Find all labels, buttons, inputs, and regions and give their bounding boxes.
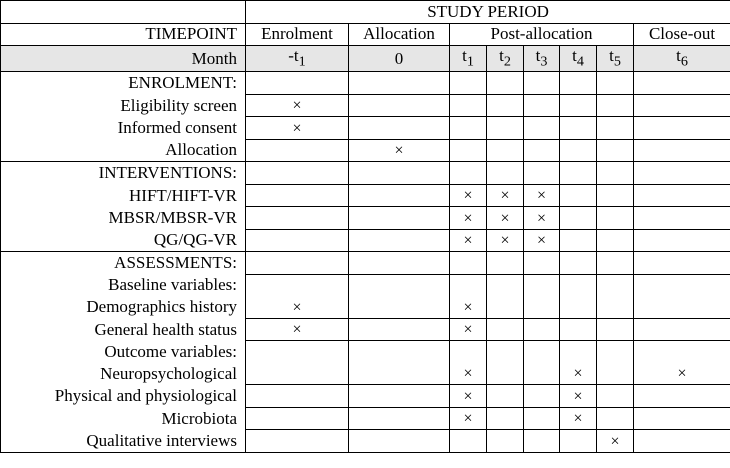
schedule-cell: [246, 385, 349, 408]
scheduled-mark: ×: [573, 410, 583, 428]
month-cell: [597, 46, 634, 72]
schedule-cell: [487, 139, 524, 162]
schedule-cell: [597, 318, 634, 341]
schedule-row: [1, 407, 730, 430]
schedule-cell: [560, 318, 597, 341]
schedule-row: [1, 207, 730, 230]
schedule-cell: [634, 341, 730, 363]
month-cell: [560, 46, 597, 72]
row-label: Informed consent: [1, 117, 246, 140]
row-label: Neuropsychological: [1, 363, 246, 385]
scheduled-mark: ×: [677, 365, 687, 383]
month-subscript: 1: [466, 53, 474, 70]
header-row-month: [1, 46, 730, 72]
corner-cell: [1, 1, 246, 24]
month-subscript: 3: [540, 53, 548, 70]
schedule-cell: [450, 363, 487, 385]
schedule-cell: [487, 274, 524, 296]
schedule-cell: [450, 385, 487, 408]
schedule-row: [1, 318, 730, 341]
scheduled-mark: ×: [463, 410, 473, 428]
schedule-cell: [634, 72, 730, 95]
schedule-cell: [524, 318, 560, 341]
header-row-study-period: [1, 1, 730, 24]
schedule-cell: [349, 385, 450, 408]
schedule-cell: [597, 184, 634, 207]
schedule-cell: [450, 318, 487, 341]
section-title: ASSESSMENTS:: [1, 252, 246, 275]
scheduled-mark: ×: [463, 387, 473, 405]
scheduled-mark: ×: [573, 365, 583, 383]
schedule-cell: [560, 407, 597, 430]
scheduled-mark: ×: [292, 119, 302, 137]
schedule-cell: [524, 72, 560, 95]
schedule-row: [1, 139, 730, 162]
schedule-cell: [349, 72, 450, 95]
month-value: t: [676, 46, 681, 65]
schedule-cell: [450, 407, 487, 430]
schedule-cell: [560, 94, 597, 117]
schedule-row: [1, 184, 730, 207]
month-subscript: 6: [680, 53, 688, 70]
section-title-row: [1, 252, 730, 275]
schedule-cell: [524, 139, 560, 162]
row-label: Qualitative interviews: [1, 430, 246, 453]
schedule-cell: [487, 430, 524, 453]
schedule-cell: [597, 229, 634, 252]
month-label: Month: [1, 46, 246, 72]
schedule-cell: [246, 296, 349, 318]
month-value: t: [499, 46, 504, 65]
schedule-cell: [450, 296, 487, 318]
schedule-cell: [634, 274, 730, 296]
row-label: Outcome variables:: [1, 341, 246, 363]
schedule-row: [1, 274, 730, 296]
month-subscript: 4: [576, 53, 584, 70]
schedule-cell: [634, 184, 730, 207]
scheduled-mark: ×: [463, 298, 473, 316]
schedule-row: [1, 117, 730, 140]
schedule-cell: [560, 72, 597, 95]
schedule-cell: [246, 363, 349, 385]
scheduled-mark: ×: [292, 97, 302, 115]
schedule-cell: [597, 94, 634, 117]
schedule-cell: [634, 94, 730, 117]
post-allocation-header: Post-allocation: [450, 23, 634, 46]
schedule-cell: [349, 363, 450, 385]
schedule-row: [1, 385, 730, 408]
schedule-cell: [597, 162, 634, 185]
schedule-cell: [246, 184, 349, 207]
schedule-cell: [487, 162, 524, 185]
month-value: t: [535, 46, 541, 65]
schedule-cell: [349, 184, 450, 207]
schedule-cell: [560, 139, 597, 162]
schedule-cell: [634, 162, 730, 185]
row-label: General health status: [1, 318, 246, 341]
schedule-cell: [597, 117, 634, 140]
schedule-cell: [450, 184, 487, 207]
scheduled-mark: ×: [536, 187, 547, 205]
schedule-cell: [246, 318, 349, 341]
schedule-cell: [524, 430, 560, 453]
schedule-cell: [450, 274, 487, 296]
schedule-cell: [634, 252, 730, 275]
schedule-cell: [597, 207, 634, 230]
month-value: t: [462, 46, 467, 65]
schedule-cell: [246, 72, 349, 95]
scheduled-mark: ×: [292, 298, 302, 316]
scheduled-mark: ×: [500, 187, 510, 205]
schedule-row: [1, 341, 730, 363]
section-title: ENROLMENT:: [1, 72, 246, 95]
schedule-cell: [560, 363, 597, 385]
schedule-cell: [349, 318, 450, 341]
study-period-header: STUDY PERIOD: [246, 1, 730, 24]
schedule-cell: [524, 407, 560, 430]
schedule-cell: [560, 207, 597, 230]
row-label: Demographics history: [1, 296, 246, 318]
schedule-cell: [560, 341, 597, 363]
scheduled-mark: ×: [463, 187, 473, 205]
schedule-cell: [524, 296, 560, 318]
enrolment-header: Enrolment: [246, 23, 349, 46]
schedule-cell: [560, 184, 597, 207]
schedule-cell: [246, 274, 349, 296]
schedule-cell: [487, 207, 524, 230]
schedule-cell: [487, 117, 524, 140]
schedule-cell: [560, 274, 597, 296]
schedule-cell: [634, 318, 730, 341]
schedule-cell: [560, 296, 597, 318]
row-label: HIFT/HIFT-VR: [1, 184, 246, 207]
month-value: t: [609, 46, 614, 65]
schedule-cell: [597, 385, 634, 408]
schedule-cell: [450, 139, 487, 162]
schedule-cell: [246, 229, 349, 252]
schedule-cell: [524, 94, 560, 117]
schedule-cell: [560, 229, 597, 252]
row-label: MBSR/MBSR-VR: [1, 207, 246, 230]
schedule-cell: [597, 296, 634, 318]
month-value: 0: [394, 48, 404, 68]
schedule-cell: [246, 94, 349, 117]
schedule-cell: [246, 139, 349, 162]
schedule-cell: [524, 363, 560, 385]
scheduled-mark: ×: [463, 365, 473, 383]
scheduled-mark: ×: [536, 209, 547, 227]
scheduled-mark: ×: [292, 321, 302, 339]
header-row-timepoint: [1, 23, 730, 46]
schedule-cell: [487, 363, 524, 385]
schedule-cell: [450, 430, 487, 453]
schedule-row: [1, 363, 730, 385]
schedule-cell: [597, 139, 634, 162]
schedule-cell: [349, 252, 450, 275]
schedule-cell: [450, 94, 487, 117]
scheduled-mark: ×: [573, 387, 583, 405]
schedule-cell: [349, 229, 450, 252]
scheduled-mark: ×: [463, 232, 473, 250]
schedule-cell: [246, 162, 349, 185]
schedule-cell: [634, 296, 730, 318]
schedule-cell: [634, 385, 730, 408]
row-label: Microbiota: [1, 407, 246, 430]
timepoint-label: TIMEPOINT: [1, 23, 246, 46]
scheduled-mark: ×: [463, 209, 473, 227]
schedule-cell: [524, 274, 560, 296]
schedule-cell: [560, 252, 597, 275]
schedule-cell: [246, 252, 349, 275]
month-subscript: 1: [298, 53, 306, 70]
schedule-cell: [634, 407, 730, 430]
section-title-row: [1, 162, 730, 185]
schedule-cell: [450, 229, 487, 252]
month-value: t: [572, 46, 577, 65]
schedule-cell: [560, 430, 597, 453]
schedule-cell: [349, 274, 450, 296]
allocation-header: Allocation: [349, 23, 450, 46]
schedule-cell: [560, 385, 597, 408]
schedule-cell: [450, 117, 487, 140]
schedule-cell: [597, 252, 634, 275]
scheduled-mark: ×: [610, 432, 620, 450]
schedule-cell: [487, 184, 524, 207]
schedule-cell: [487, 385, 524, 408]
row-label: QG/QG-VR: [1, 229, 246, 252]
schedule-body: [1, 72, 730, 453]
row-label: Eligibility screen: [1, 94, 246, 117]
schedule-cell: [597, 407, 634, 430]
schedule-cell: [597, 72, 634, 95]
schedule-cell: [246, 407, 349, 430]
scheduled-mark: ×: [536, 232, 547, 250]
schedule-cell: [487, 252, 524, 275]
schedule-cell: [524, 252, 560, 275]
month-cell: [524, 46, 560, 72]
schedule-cell: [597, 274, 634, 296]
schedule-cell: [634, 430, 730, 453]
schedule-row: [1, 94, 730, 117]
close-out-header: Close-out: [634, 23, 730, 46]
schedule-cell: [597, 430, 634, 453]
scheduled-mark: ×: [500, 232, 510, 250]
schedule-cell: [349, 296, 450, 318]
schedule-cell: [246, 117, 349, 140]
scheduled-mark: ×: [500, 209, 510, 227]
schedule-cell: [487, 229, 524, 252]
schedule-cell: [450, 207, 487, 230]
schedule-cell: [450, 162, 487, 185]
section-title: INTERVENTIONS:: [1, 162, 246, 185]
month-cell: [246, 46, 349, 72]
schedule-cell: [560, 162, 597, 185]
month-value: -t: [288, 46, 299, 65]
month-subscript: 2: [503, 53, 511, 70]
schedule-cell: [524, 117, 560, 140]
schedule-cell: [524, 207, 560, 230]
schedule-cell: [349, 341, 450, 363]
schedule-cell: [349, 430, 450, 453]
month-cell: [349, 46, 450, 72]
schedule-cell: [597, 341, 634, 363]
schedule-cell: [524, 229, 560, 252]
month-subscript: 5: [613, 53, 621, 70]
month-cell: [450, 46, 487, 72]
schedule-row: [1, 229, 730, 252]
schedule-cell: [634, 229, 730, 252]
schedule-cell: [246, 207, 349, 230]
schedule-cell: [349, 139, 450, 162]
schedule-cell: [487, 72, 524, 95]
schedule-cell: [487, 341, 524, 363]
schedule-row: [1, 296, 730, 318]
schedule-cell: [560, 117, 597, 140]
schedule-cell: [349, 117, 450, 140]
schedule-cell: [349, 162, 450, 185]
schedule-cell: [487, 407, 524, 430]
month-cell: [634, 46, 730, 72]
schedule-cell: [450, 72, 487, 95]
schedule-cell: [246, 430, 349, 453]
schedule-cell: [450, 252, 487, 275]
schedule-row: [1, 430, 730, 453]
schedule-cell: [524, 385, 560, 408]
section-title-row: [1, 72, 730, 95]
schedule-cell: [634, 207, 730, 230]
schedule-cell: [450, 341, 487, 363]
schedule-cell: [597, 363, 634, 385]
row-label: Allocation: [1, 139, 246, 162]
schedule-cell: [524, 341, 560, 363]
schedule-cell: [634, 117, 730, 140]
scheduled-mark: ×: [394, 142, 404, 160]
row-label: Physical and physiological: [1, 385, 246, 408]
schedule-cell: [349, 207, 450, 230]
schedule-cell: [349, 94, 450, 117]
scheduled-mark: ×: [463, 321, 473, 339]
schedule-cell: [487, 318, 524, 341]
schedule-cell: [634, 139, 730, 162]
schedule-cell: [349, 407, 450, 430]
schedule-cell: [634, 363, 730, 385]
schedule-cell: [487, 94, 524, 117]
schedule-cell: [246, 341, 349, 363]
schedule-cell: [524, 162, 560, 185]
schedule-cell: [524, 184, 560, 207]
row-label: Baseline variables:: [1, 274, 246, 296]
schedule-cell: [487, 296, 524, 318]
month-cell: [487, 46, 524, 72]
